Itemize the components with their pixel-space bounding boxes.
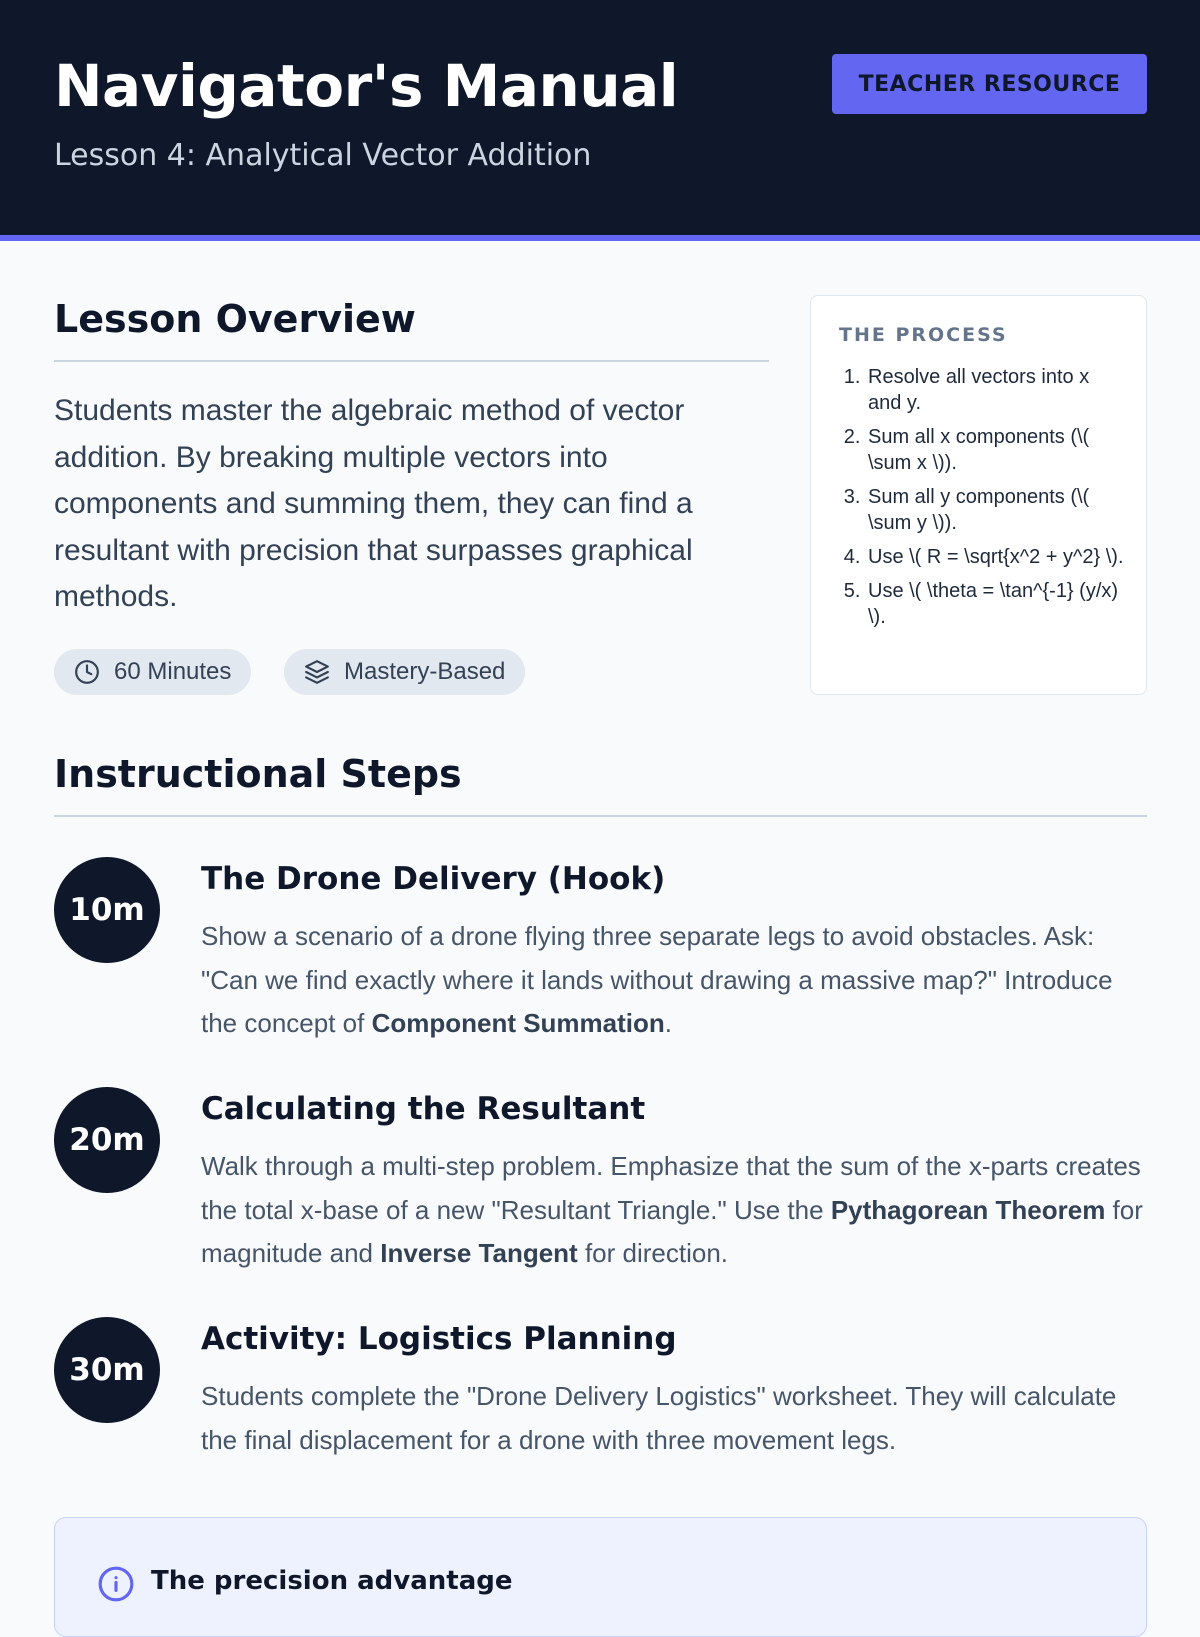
process-card [810,295,1147,695]
overview-text: Students master the algebraic method of vector addition. By breaking multiple vectors into components and summing them, they can find a resultant with precision that surpasses graphical methods. [54,394,693,613]
duration-tag [54,649,251,695]
step-duration: 10m [54,857,160,963]
lesson-subtitle: Lesson 4: Analytical Vector Addition [54,138,592,173]
step-title: Activity: Logistics Planning [201,1321,677,1357]
layers-icon [304,659,330,685]
duration-tag-label: 60 Minutes [114,658,232,685]
steps-divider [54,815,1147,817]
key-term: Component Summation [371,1008,665,1038]
key-term: Pythagorean Theorem [830,1194,1106,1225]
overview-divider [54,360,769,362]
process-step: 5. Use \( \theta = \tan^{-1} (y/x) \). [866,578,1126,630]
process-step: 3. Sum all y components (\( \sum y \)). [866,484,1126,536]
page-title: Navigator's Manual [54,52,679,120]
info-icon [97,1565,135,1603]
precision-callout [54,1517,1147,1637]
mastery-tag-label: Mastery-Based [344,658,506,685]
step-description: Show a scenario of a drone flying three separate legs to avoid obstacles. Ask: "Can we find exactly where it lands without drawing a massive map?" Introduce the concept of Component Summation. [201,921,1113,1038]
process-list [866,364,1126,638]
process-step: 2. Sum all x components (\( \sum x \)). [866,424,1126,476]
step-description: Students complete the "Drone Delivery Logistics" worksheet. They will calculate the final displacement for a drone with three movement legs. [201,1381,1117,1455]
page-header [0,0,1200,241]
overview-heading: Lesson Overview [54,297,416,341]
step-duration: 20m [54,1087,160,1193]
process-heading: THE PROCESS [839,324,1008,346]
teacher-resource-badge: TEACHER RESOURCE [832,54,1147,114]
callout-title: The precision advantage [151,1566,513,1596]
step-description: Walk through a multi-step problem. Emphasize that the sum of the x-parts creates the total x-base of a new "Resultant Triangle." Use the Pythagorean Theorem for magnitude and Inverse Tangent for direction. [201,1151,1143,1268]
process-step: 4. Use \( R = \sqrt{x^2 + y^2} \). [866,544,1126,570]
step-duration: 30m [54,1317,160,1423]
step-title: Calculating the Resultant [201,1091,646,1127]
key-term: Inverse Tangent [380,1238,578,1268]
mastery-tag [284,649,525,695]
instructional-steps-heading: Instructional Steps [54,752,462,796]
step-title: The Drone Delivery (Hook) [201,861,666,897]
clock-icon [74,659,100,685]
process-step: 1. Resolve all vectors into x and y. [866,364,1126,416]
